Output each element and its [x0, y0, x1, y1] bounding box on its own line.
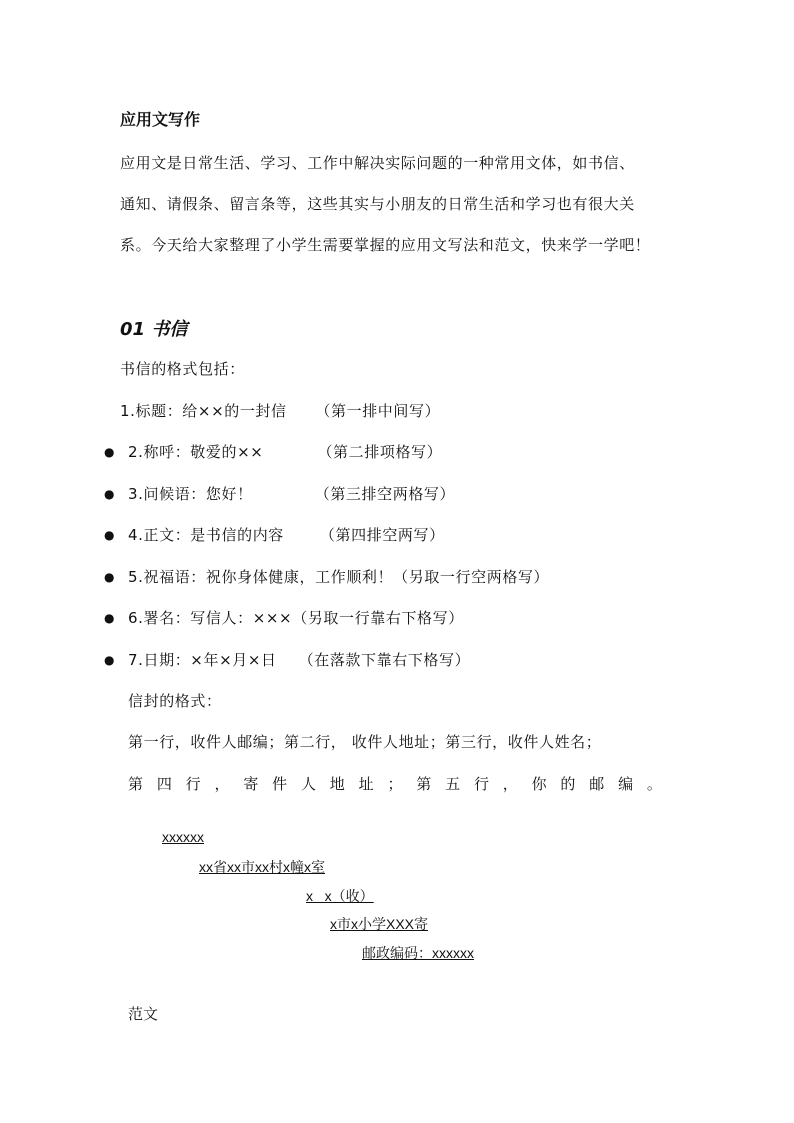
intro-line-1: 应用文是日常生活、学习、工作中解决实际问题的一种常用文体，如书信、 — [120, 154, 635, 172]
format-bullet-3 — [104, 483, 455, 504]
format-bullet-text: 7.日期：×年×月×日 — [128, 651, 277, 669]
format-bullet-note: （另取一行靠右下格写） — [292, 609, 464, 627]
envelope-char: 行 — [185, 775, 201, 793]
section-heading-letter: 01 书信 — [120, 319, 188, 340]
bullet-dot-icon: ● — [104, 445, 116, 459]
letter-format-label: 书信的格式包括： — [120, 360, 245, 378]
bullet-dot-icon: ● — [104, 611, 116, 625]
format-bullet-note: （另取一行空两格写） — [393, 568, 550, 586]
format-bullet-5 — [104, 566, 549, 587]
envelope-char: 址 — [358, 775, 374, 793]
envelope-char: 第 — [416, 775, 432, 793]
format-bullet-text: 5.祝福语：祝你身体健康，工作顺利！ — [128, 568, 394, 586]
format-bullet-text: 6.署名：写信人：××× — [128, 609, 293, 627]
intro-line-3: 系。今天给大家整理了小学生需要掌握的应用文写法和范文，快来学一学吧！ — [120, 236, 651, 254]
example-sender-postcode: 邮政编码：xxxxxx — [362, 945, 474, 961]
format-bullet-note: （第三排空两格写） — [314, 485, 456, 503]
bullet-dot-icon: ● — [104, 487, 116, 501]
envelope-char: 件 — [272, 775, 288, 793]
envelope-char: 第 — [128, 775, 144, 793]
example-recipient: x x（收） — [306, 888, 374, 904]
envelope-char: 寄 — [243, 775, 259, 793]
envelope-char: 四 — [156, 775, 172, 793]
format-bullet-note: （在落款下靠右下格写） — [298, 651, 471, 669]
envelope-line-2 — [128, 773, 662, 794]
format-item-1 — [120, 400, 440, 421]
envelope-char: 你 — [531, 775, 547, 793]
envelope-char: ； — [387, 775, 403, 793]
example-postcode: xxxxxx — [162, 829, 204, 845]
envelope-char: ， — [502, 775, 518, 793]
envelope-char: 编 — [618, 775, 634, 793]
sample-label: 范文 — [128, 1005, 159, 1023]
envelope-char: 人 — [300, 775, 316, 793]
format-bullet-text: 2.称呼：敬爱的×× — [128, 443, 264, 461]
format-bullet-text: 4.正文：是书信的内容 — [128, 526, 284, 544]
format-bullet-note: （第四排空两写） — [319, 526, 445, 544]
example-address: xx省xx市xx村x幢x室 — [199, 859, 325, 875]
example-sender: x市x小学XXX寄 — [330, 916, 429, 932]
intro-line-2: 通知、请假条、留言条等，这些其实与小朋友的日常生活和学习也有很大关 — [120, 195, 635, 213]
bullet-dot-icon: ● — [104, 653, 116, 667]
envelope-char: 行 — [473, 775, 489, 793]
format-item-1-note: （第一排中间写） — [315, 402, 441, 420]
envelope-line-1: 第一行，收件人邮编；第二行， 收件人地址；第三行，收件人姓名； — [128, 733, 602, 751]
format-bullet-text: 3.问候语：您好！ — [128, 485, 253, 503]
envelope-char: ， — [214, 775, 230, 793]
envelope-char: 五 — [445, 775, 461, 793]
envelope-char: 邮 — [589, 775, 605, 793]
format-item-1-text: 1.标题：给××的一封信 — [120, 402, 287, 420]
bullet-dot-icon: ● — [104, 528, 116, 542]
envelope-format-label: 信封的格式： — [128, 692, 222, 710]
bullet-dot-icon: ● — [104, 570, 116, 584]
format-bullet-4 — [104, 524, 445, 545]
envelope-char: 的 — [560, 775, 576, 793]
format-bullet-7 — [104, 649, 470, 670]
format-bullet-note: （第二排项格写） — [317, 443, 443, 461]
format-bullet-6 — [104, 607, 464, 628]
format-bullet-2 — [104, 441, 442, 462]
envelope-char: 。 — [646, 775, 662, 793]
document-title: 应用文写作 — [120, 110, 201, 129]
envelope-char: 地 — [329, 775, 345, 793]
